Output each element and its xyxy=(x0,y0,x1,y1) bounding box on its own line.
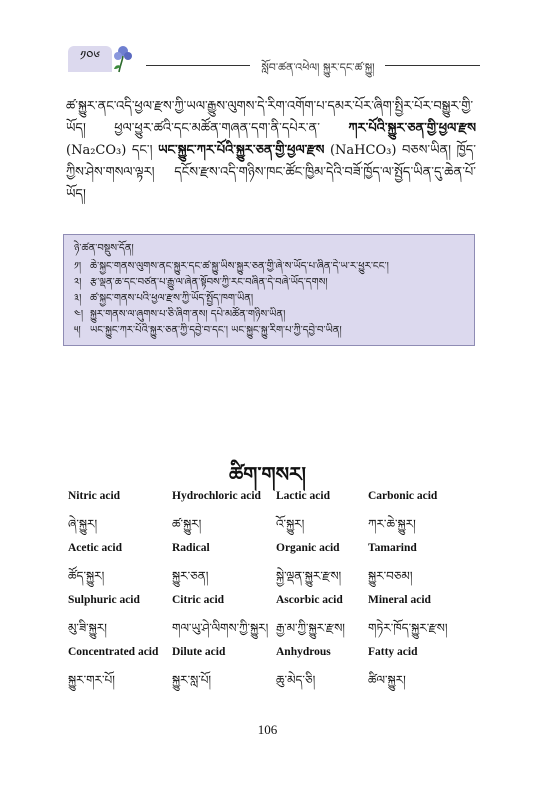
term-tibetan: གལ་ཡུ་ཤེ་ལིགས་ཀྱི་སྐྱུར། xyxy=(172,621,269,635)
summary-item xyxy=(74,259,464,275)
term-tibetan: སྐྱུར་གར་པོ། xyxy=(68,673,115,687)
glossary-term xyxy=(276,646,368,698)
term-english: Hydrochloric acid xyxy=(172,490,261,502)
header-rule-left xyxy=(146,65,250,66)
term-tibetan: སྐྱུར་བཅམ། xyxy=(368,569,413,583)
term-sodium-carbonate: ཀར་པོའི་སྐྱུར་ཅན་གྱི་ཕྱལ་རྫས xyxy=(348,121,476,136)
term-tibetan: ཀར་ཆེ་སྐྱུར། xyxy=(368,517,416,531)
glossary-term xyxy=(368,646,478,698)
glossary-term xyxy=(276,594,368,646)
summary-title: ཉེ་ཚན་བསྡུས་དོན། xyxy=(74,243,134,254)
term-english: Organic acid xyxy=(276,542,340,554)
summary-item-text: སྐྱུར་གནས་ལ་ཞུགས་པ་ཅི་ཞིག་ནས། དཔེ་མཚོན་གཉིས་ཡིན། xyxy=(90,309,286,320)
page-number: 106 xyxy=(257,722,278,737)
term-sodium-bicarbonate: ཡང་སྐྱུང་ཀར་པོའི་སྐྱུར་ཅན་གྱི་ཕྱལ་རྫས xyxy=(158,143,325,158)
summary-item-number: ༢། xyxy=(74,277,82,288)
page-header xyxy=(60,38,480,78)
glossary-term xyxy=(368,542,478,594)
body-text-part-1: ཚ་སྐྱུར་ནང་འདི་ཕྱལ་རྫས་ཀྱི་ཡལ་རྒྱུས་ལུགས་དེ་རིག་འགོག་པ་དམར་པོར་ཞིག་སྤྱིར་པོར་བསྒྱུར་གྱི་ཡོད། ཕྱལ་ཕྱུར་ཚའི་དང་མཚོན་གཞན་དག་ནི་དཔེར་ན་ xyxy=(66,99,474,136)
summary-item xyxy=(74,307,464,323)
body-paragraph xyxy=(66,96,476,206)
summary-item-text: ཆེ་སྐྱང་གནས་ལུགས་ནང་སྐྱུར་དང་ཚ་སྐྱུ་ཡིས་སྐྱུར་ཅན་གྱི་ཞེ་ས་ཡོད་པ་ཞིན་དེ་ཡ་ར་ཕྱུར་ངང་། xyxy=(90,261,389,272)
summary-box xyxy=(63,234,475,346)
glossary-term xyxy=(172,594,276,646)
term-english: Lactic acid xyxy=(276,490,330,502)
term-tibetan: རྒྱ་མ་ཀྱི་སྐྱུར་རྫས། xyxy=(276,621,345,635)
term-english: Dilute acid xyxy=(172,646,226,658)
term-tibetan: མུ་ཟི་སྐྱུར། xyxy=(68,621,107,635)
term-english: Concentrated acid xyxy=(68,646,159,658)
glossary-term xyxy=(68,646,172,698)
term-english: Acetic acid xyxy=(68,542,122,554)
term-tibetan: ཞེ་སྐྱུར། xyxy=(68,517,98,531)
term-english: Carbonic acid xyxy=(368,490,438,502)
term-tibetan: གཏེར་ཁོད་སྐྱུར་རྫས། xyxy=(368,621,448,635)
term-english: Radical xyxy=(172,542,210,554)
glossary-term xyxy=(276,490,368,542)
header-rule-right xyxy=(385,65,480,66)
glossary-term xyxy=(68,490,172,542)
glossary-term xyxy=(68,542,172,594)
summary-item-number: ༤། xyxy=(74,309,84,320)
glossary-term xyxy=(368,594,478,646)
term-english: Tamarind xyxy=(368,542,417,554)
glossary-term xyxy=(172,490,276,542)
glossary-grid xyxy=(68,490,478,698)
summary-item xyxy=(74,323,464,339)
summary-item-text: རྩ་ལྡན་ཆ་དང་བཙན་པ་རྒྱུ་ལ་ཞེན་སྟོབས་ཀྱི་རང་བཞིན་དེ་བཞེ་ཡོད་དགས། xyxy=(90,277,328,288)
glossary-term xyxy=(276,542,368,594)
term-tibetan: སྐྱེ་ལྡན་སྐྱུར་རྫས། xyxy=(276,569,342,583)
glossary-term xyxy=(172,542,276,594)
term-english: Ascorbic acid xyxy=(276,594,343,606)
body-text-part-3: བཅས་ཡིན། ཁྱོད་ཀྱིས་ཤེས་གསལ་ལྟར། དངོས་རྫས་འདི་གཉིས་ཁང་ཚོང་ཁྱིམ་དེའི་བཟོ་ཁྱོད་ལ་སྤྱོད་ཡིན་དུ་ཆེན་པོ་ཡོད། xyxy=(66,143,476,202)
body-text-part-2: དང་། xyxy=(131,143,159,158)
term-english: Sulphuric acid xyxy=(68,594,140,606)
term-english: Anhydrous xyxy=(276,646,331,658)
running-title: སློབ་ཚན་འཕེལ། སྐྱུར་དང་ཚ་སྐྱུ། xyxy=(261,61,375,74)
glossary-term xyxy=(368,490,478,542)
summary-item xyxy=(74,291,464,307)
glossary-term xyxy=(172,646,276,698)
summary-item-number: ༣། xyxy=(74,293,82,304)
term-tibetan: ཆུ་མེད་ཅི། xyxy=(276,673,316,687)
header-page-label: ༡༠༦ xyxy=(68,46,112,72)
summary-item-number: ༥། xyxy=(74,325,81,336)
summary-item xyxy=(74,275,464,291)
formula-na2co3: (Na₂CO₃) xyxy=(66,143,127,158)
term-tibetan: ཚ་སྐྱུར། xyxy=(172,517,202,531)
term-tibetan: སྐྱུར་ཅན། xyxy=(172,569,209,583)
term-tibetan: ཚིལ་སྐྱུར། xyxy=(368,673,406,687)
term-english: Fatty acid xyxy=(368,646,418,658)
glossary-heading: ཚིག་གསར། xyxy=(229,462,306,486)
term-english: Citric acid xyxy=(172,594,225,606)
term-tibetan: སྐྱུར་སླ་པོ། xyxy=(172,673,212,687)
flower-logo-icon xyxy=(110,42,136,74)
summary-item-text: ཚ་སྐྱང་གནས་པའི་ཕྱལ་རྫས་ཀྱི་ཡོད་སྤྱོད་ཁག་ཡིན། xyxy=(90,293,254,304)
term-english: Mineral acid xyxy=(368,594,431,606)
term-english: Nitric acid xyxy=(68,490,121,502)
summary-item-number: ༡། xyxy=(74,261,82,272)
formula-nahco3: (NaHCO₃) xyxy=(329,143,397,158)
glossary-term xyxy=(68,594,172,646)
term-tibetan: ཚོད་སྐྱུར། xyxy=(68,569,105,583)
summary-item-text: ཡང་སྐྱུང་ཀར་པོའི་སྐྱུར་ཅན་ཀྱི་དབྱེ་བ་དང་། ཡང་སྐྱུང་སྐྱུ་རིག་པ་ཀྱི་དབྱེ་བ་ཡིན། xyxy=(90,325,342,336)
term-tibetan: འོ་སྐྱུར། xyxy=(276,517,305,531)
